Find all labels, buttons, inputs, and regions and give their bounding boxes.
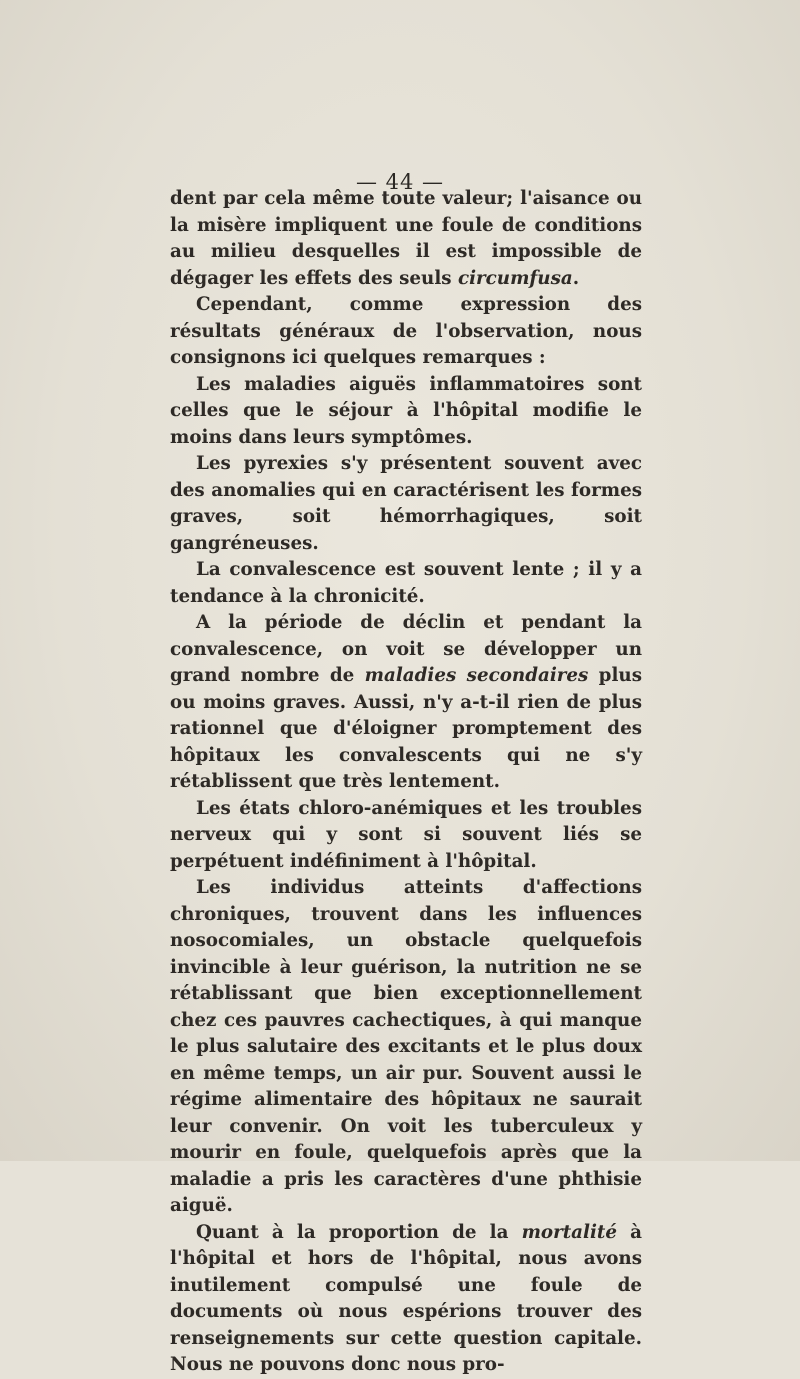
paragraph-p3 (170, 372, 642, 452)
text-run: . (572, 267, 580, 289)
text-run: Les états chloro-anémiques et les troubles nerveux qui y sont si souvent liés se perpétuent indéfiniment à l'hôpital. (170, 797, 642, 872)
italic-term: circumfusa (457, 267, 573, 289)
paragraph-p9 (170, 1220, 642, 1379)
body-text (170, 186, 642, 1379)
text-run: Les individus atteints d'affections chroniques, trouvent dans les influences nosocomiales, un obstacle quelquefois invincible à leur guérison, la nutrition ne se rétablissant que bien exceptionnellement chez ces pauvres cachectiques, à qui manque le plus salutaire des excitants et le plus doux en même temps, un air pur. Souvent aussi le régime alimentaire des hôpitaux ne saurait leur convenir. On voit les tuberculeux y mourir en foule, quelquefois après que la maladie a pris les caractères d'une phthisie aiguë. (170, 877, 642, 1216)
paragraph-p5 (170, 557, 642, 610)
text-run: plus ou moins graves. Aussi, n'y a-t-il rien de plus rationnel que d'éloigner promptement des hôpitaux les convalescents qui ne s'y rétablissent que très lentement. (170, 665, 642, 792)
paragraph-p6 (170, 610, 642, 796)
text-run: A la période de déclin et pendant la convalescence, on voit se développer un grand nombre de (170, 612, 642, 686)
paragraph-p2 (170, 292, 642, 372)
italic-term: mortalité (521, 1221, 617, 1243)
paragraph-p1 (170, 186, 642, 292)
text-run: dent par cela même toute valeur; l'aisance ou la misère impliquent une foule de conditions au milieu desquelles il est impossible de dégager les effets des seuls (170, 188, 642, 289)
paragraph-p8 (170, 875, 642, 1220)
text-run: Les maladies aiguës inflammatoires sont celles que le séjour à l'hôpital modifie le moins dans leurs symptômes. (170, 373, 642, 448)
text-run: Cependant, comme expression des résultats généraux de l'observation, nous consignons ici quelques remarques : (170, 294, 642, 368)
paragraph-p4 (170, 451, 642, 557)
text-run: Quant à la proportion de la (196, 1221, 522, 1243)
paragraph-p7 (170, 796, 642, 876)
italic-term: maladies secondaires (364, 665, 589, 686)
text-run: La convalescence est souvent lente ; il y a tendance à la chronicité. (170, 559, 642, 607)
page-number: — 44 — (355, 170, 445, 194)
text-run: à l'hôpital et hors de l'hôpital, nous avons inutilement compulsé une foule de documents où nous espérions trouver des renseignements sur cette question capitale. Nous ne pouvons donc nous pro- (170, 1221, 642, 1375)
text-run: Les pyrexies s'y présentent souvent avec des anomalies qui en caractérisent les formes graves, soit hémorrhagiques, soit gangréneuses. (170, 453, 642, 554)
